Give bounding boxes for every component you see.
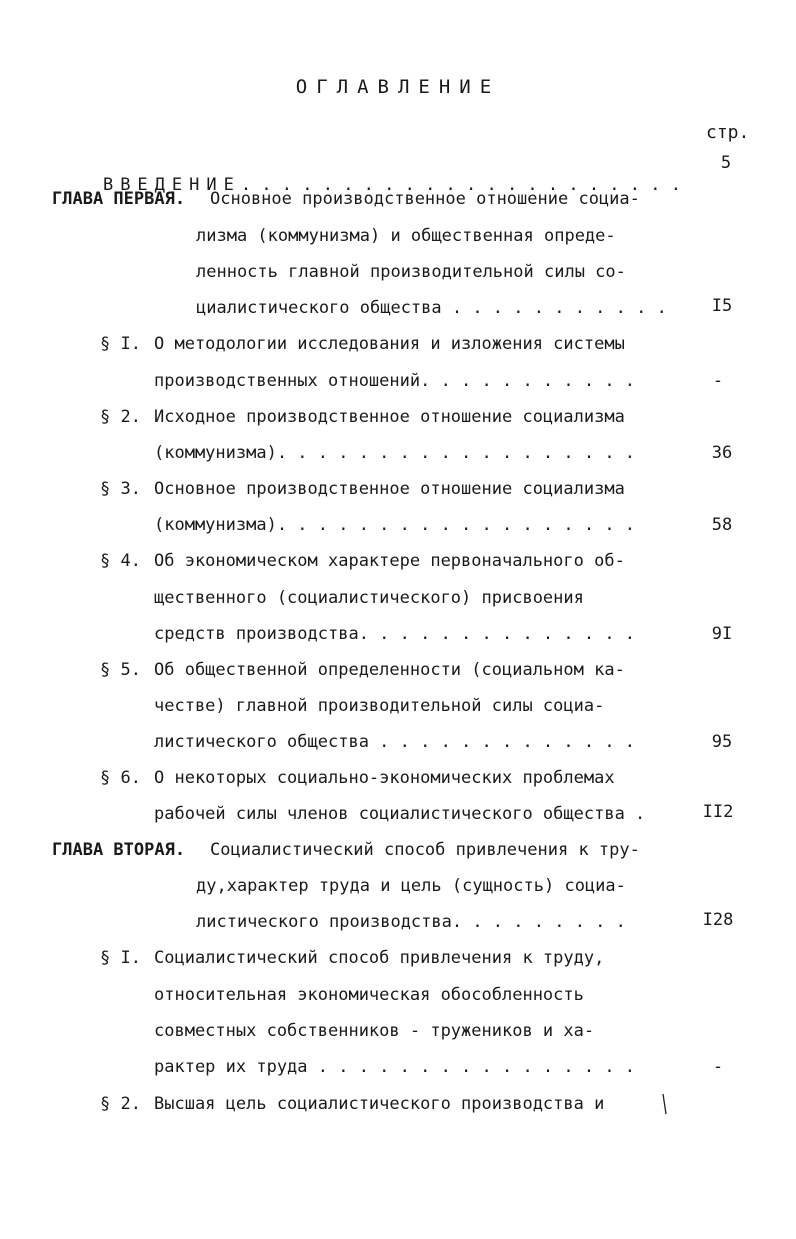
section-number: § 2. [100,407,141,427]
section-number: § 4. [100,551,141,571]
chapter2-title-line: Социалистический способ привлечения к тру- [210,840,640,860]
section-line: Основное производственное отношение социализма [154,479,625,499]
toc-entry-intro [62,152,681,195]
section-line: Исходное производственное отношение социализма [154,407,625,427]
section-line: О некоторых социально-экономических проблемах [154,768,615,788]
section-number: § 3. [100,479,141,499]
section-line: относительная экономическая обособленность [154,985,584,1005]
section-line: рактер их труда . . . . . . . . . . . . . . . . [154,1057,636,1077]
section-page: 58 [711,515,733,535]
chapter2-title-line: ду,характер труда и цель (сущность) социа- [196,876,626,896]
section-line: честве) главной производительной силы социа- [154,696,605,716]
section-line: Высшая цель социалистического производства и [154,1094,605,1114]
section-line: Социалистический способ привлечения к труду, [154,948,605,968]
section-number: § 6. [100,768,141,788]
intro-dots: . . . . . . . . . . . . . . . . . . . . . . [240,175,681,195]
section-line: совместных собственников - тружеников и ха- [154,1021,595,1041]
page-column-label: стр. [706,122,750,143]
section-line: средств производства. . . . . . . . . . . . . . [154,624,636,644]
section-line: щественного (социалистического) присвоения [154,588,584,608]
section-page: - [712,1057,724,1077]
chapter2-label: ГЛАВА ВТОРАЯ. [52,840,186,860]
section-page: II2 [702,802,734,822]
section-line: Об экономическом характере первоначального об- [154,551,625,571]
chapter1-title-line: циалистического общества . . . . . . . . . . . [196,298,667,318]
section-line: рабочей силы членов социалистического общества . [154,804,646,824]
chapter1-title-line: ленность главной производительной силы со- [196,262,626,282]
section-line: О методологии исследования и изложения системы [154,334,625,354]
chapter2-page: I28 [702,910,734,930]
section-page: 9I [711,624,733,644]
section-line: листического общества . . . . . . . . . . . . . [154,732,636,752]
section-line: производственных отношений. . . . . . . . . . . [154,371,636,391]
section-page: - [712,371,724,391]
pen-mark [660,1092,672,1118]
chapter1-title-line: лизма (коммунизма) и общественная опреде- [196,226,616,246]
section-line: (коммунизма). . . . . . . . . . . . . . . . . . [154,515,636,535]
intro-label: ВВЕДЕНИЕ [102,175,241,195]
section-line: (коммунизма). . . . . . . . . . . . . . . . . . [154,443,636,463]
section-number: § 2. [100,1094,141,1114]
section-number: § 5. [100,660,141,680]
chapter1-page: I5 [711,296,733,316]
section-page: 95 [711,732,733,752]
toc-title: ОГЛАВЛЕНИЕ [295,76,501,98]
chapter2-title-line: листического производства. . . . . . . . . [196,912,626,932]
section-number: § I. [100,334,141,354]
chapter1-title-line: Основное производственное отношение социа- [210,189,640,209]
section-line: Об общественной определенности (социальном ка- [154,660,625,680]
intro-page: 5 [720,153,732,173]
chapter1-label: ГЛАВА ПЕРВАЯ. [52,189,186,209]
section-page: 36 [711,443,733,463]
section-number: § I. [100,948,141,968]
